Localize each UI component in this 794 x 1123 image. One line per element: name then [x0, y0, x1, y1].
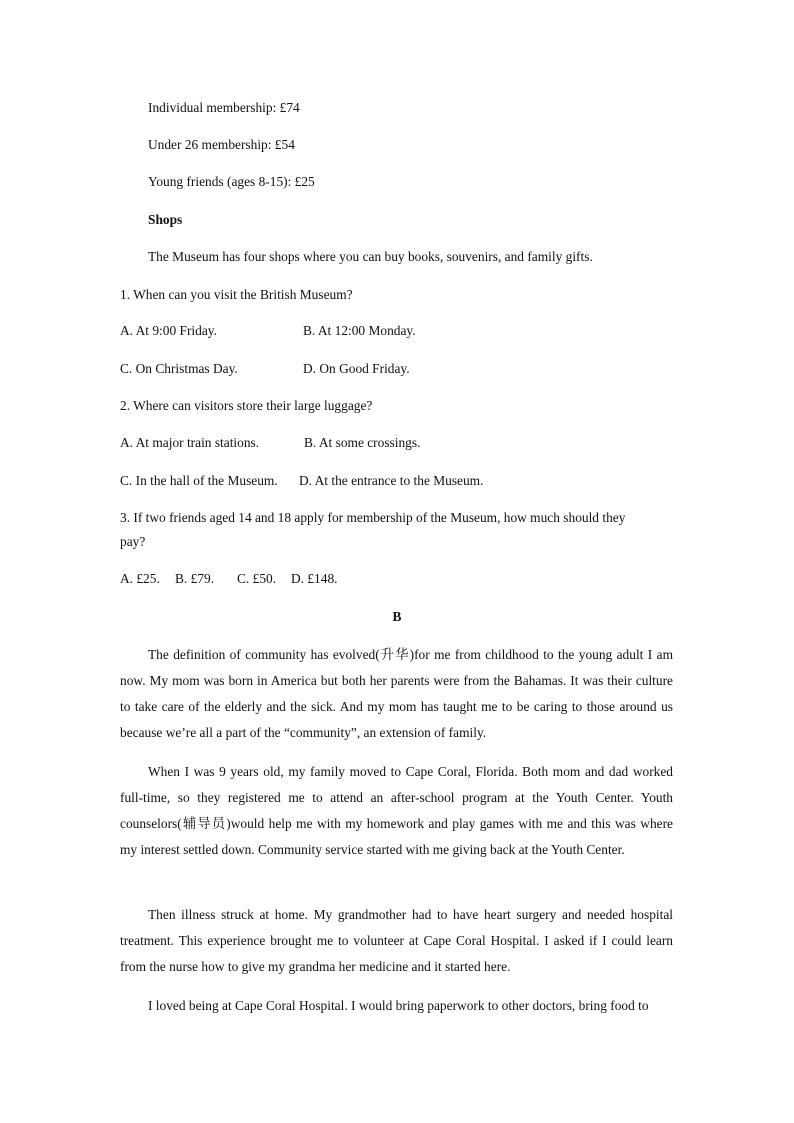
passage-paragraph-2: When I was 9 years old, my family moved to Cape Coral, Florida. Both mom and dad worked full-time, so they registered me to attend an after-school program at the Youth Center. Youth counselors(辅导员)would help me with my homework and play games with me and this was where my interest settled down. Community service started with me giving back at the Youth Center.: [120, 764, 673, 857]
passage-paragraph-1: The definition of community has evolved(升华)for me from childhood to the young adult I am now. My mom was born in America but both her parents were from the Bahamas. It was their culture to take care of the elderly and the sick. And my mom has taught me to be caring to those around us because we’re all a part of the “community”, an extension of family.: [120, 647, 673, 740]
question-3-option-b: B. £79.: [175, 571, 215, 586]
passage-paragraph-3: Then illness struck at home. My grandmother had to have heart surgery and needed hospital treatment. This experience brought me to volunteer at Cape Coral Hospital. I asked if I could learn from the nurse how to give my grandma her medicine and it started here.: [120, 907, 673, 974]
question-3-option-d: D. £148.: [291, 571, 338, 586]
membership-young-friends: Young friends (ages 8-15): £25: [148, 174, 315, 189]
question-3-stem-line2: pay?: [120, 534, 146, 549]
question-1-stem: 1. When can you visit the British Museum?: [120, 287, 353, 302]
membership-under26: Under 26 membership: £54: [148, 137, 295, 152]
question-1-option-a: A. At 9:00 Friday.: [120, 323, 217, 338]
question-3-option-a: A. £25.: [120, 571, 160, 586]
section-b-title: B: [392, 609, 402, 624]
question-3-stem-line1: 3. If two friends aged 14 and 18 apply for membership of the Museum, how much should they: [120, 510, 626, 525]
question-2-stem: 2. Where can visitors store their large luggage?: [120, 398, 373, 413]
question-2-option-c: C. In the hall of the Museum.: [120, 473, 278, 488]
shops-heading: Shops: [148, 212, 183, 227]
question-3-option-c: C. £50.: [237, 571, 277, 586]
passage-paragraph-4: I loved being at Cape Coral Hospital. I would bring paperwork to other doctors, bring food to: [148, 998, 649, 1013]
question-1-option-c: C. On Christmas Day.: [120, 361, 238, 376]
membership-individual: Individual membership: £74: [148, 100, 300, 115]
question-1-option-d: D. On Good Friday.: [303, 361, 410, 376]
question-2-option-b: B. At some crossings.: [304, 435, 421, 450]
question-2-option-a: A. At major train stations.: [120, 435, 260, 450]
question-1-option-b: B. At 12:00 Monday.: [303, 323, 416, 338]
shops-text: The Museum has four shops where you can buy books, souvenirs, and family gifts.: [148, 249, 593, 264]
question-2-option-d: D. At the entrance to the Museum.: [299, 473, 484, 488]
